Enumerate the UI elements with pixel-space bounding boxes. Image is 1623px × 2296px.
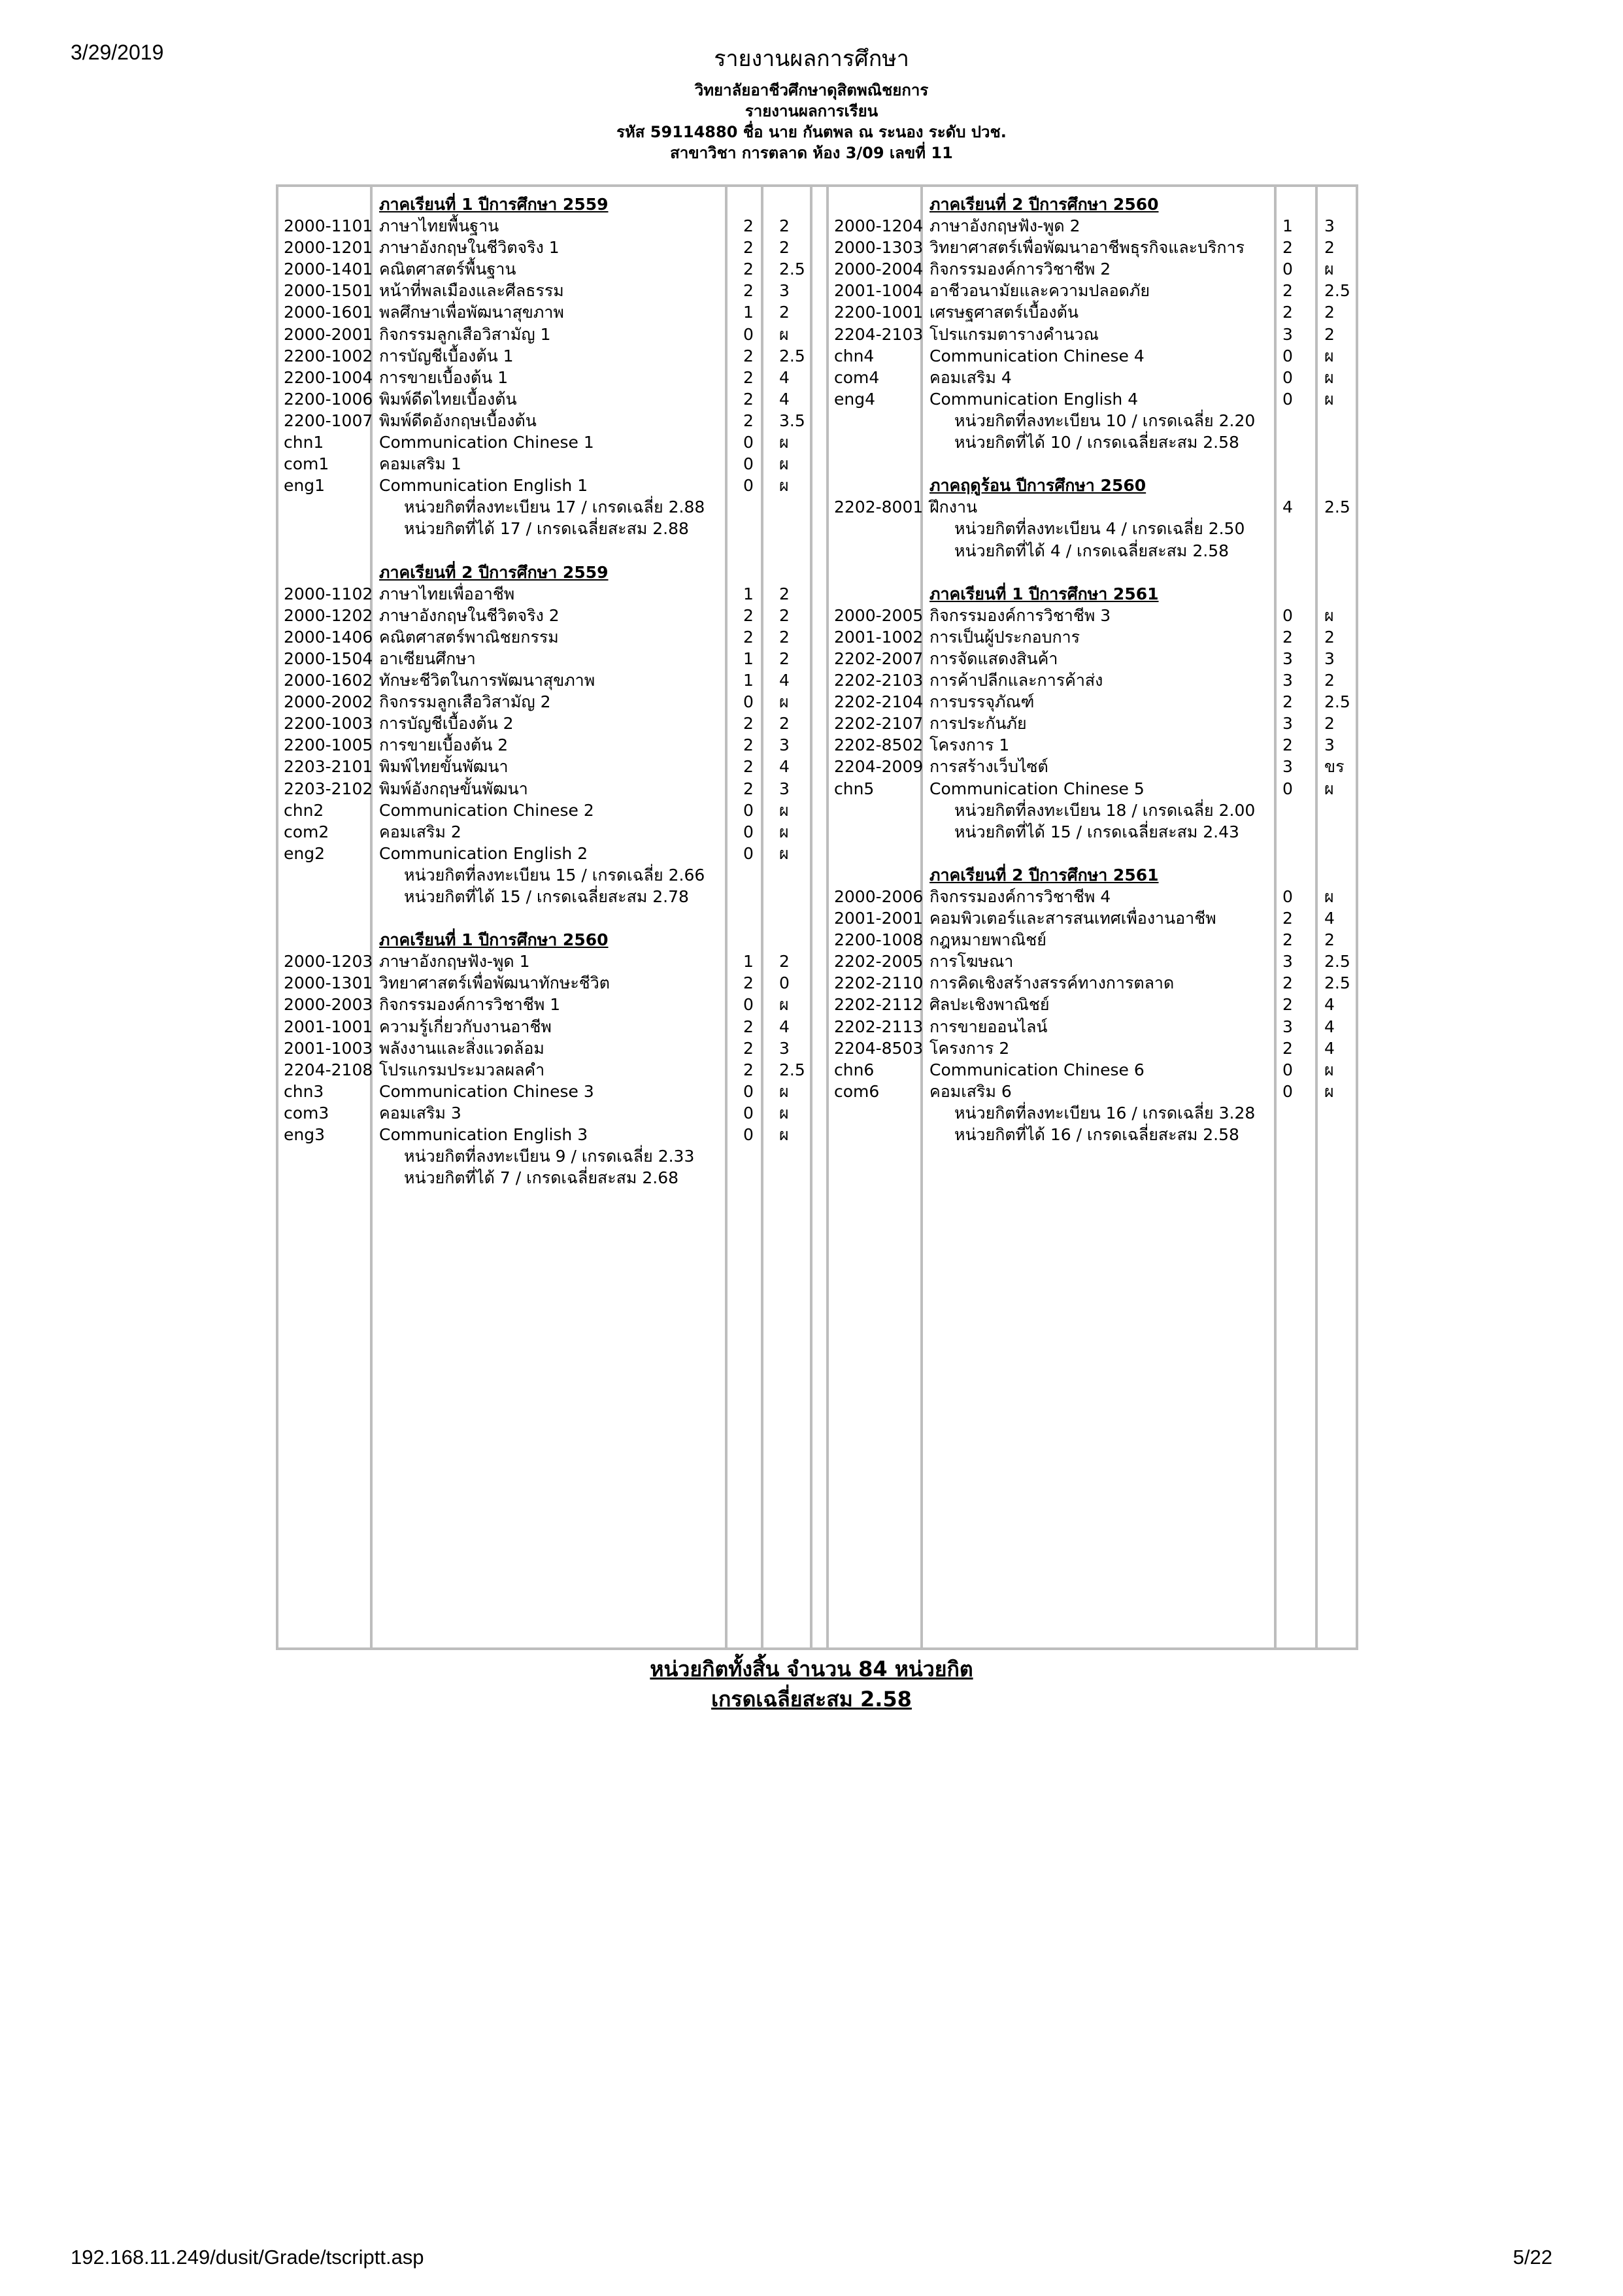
course-name: พิมพ์อังกฤษขั้นพัฒนา — [379, 779, 528, 798]
course-grade: 4 — [1324, 1038, 1335, 1058]
course-name: วิทยาศาสตร์เพื่อพัฒนาทักษะชีวิต — [379, 973, 611, 993]
course-code: chn1 — [284, 433, 324, 452]
course-grade: 2 — [779, 649, 790, 668]
course-credit: 2 — [743, 735, 754, 755]
course-code: 2200-1002 — [284, 346, 373, 365]
course-grade: 2 — [1324, 930, 1335, 950]
course-credit: 2 — [743, 411, 754, 430]
course-name: ภาษาอังกฤษฟัง-พูด 2 — [929, 216, 1080, 236]
course-grade: 2 — [779, 216, 790, 236]
course-code: 2200-1006 — [284, 389, 373, 409]
cumulative-gpa: เกรดเฉลี่ยสะสม 2.58 — [711, 1687, 912, 1712]
course-code: 2000-2002 — [284, 692, 373, 712]
course-code: eng2 — [284, 843, 326, 863]
course-grade: 4 — [779, 1017, 790, 1036]
course-name: Communication English 4 — [929, 389, 1139, 409]
course-credit: 2 — [1282, 735, 1293, 755]
report-header — [0, 80, 1623, 163]
course-name: การขายเบื้องต้น 2 — [379, 735, 509, 755]
course-grade: ผ — [779, 1081, 789, 1101]
term-summary: หน่วยกิตที่ได้ 10 / เกรดเฉลี่ยสะสม 2.58 — [954, 433, 1239, 452]
course-name: การบัญชีเบื้องต้น 1 — [379, 346, 514, 365]
term-summary: หน่วยกิตที่ลงทะเบียน 15 / เกรดเฉลี่ย 2.66 — [404, 865, 705, 885]
course-name: วิทยาศาสตร์เพื่อพัฒนาอาชีพธุรกิจและบริการ — [929, 238, 1245, 258]
total-credits: หน่วยกิตทั้งสิ้น จำนวน 84 หน่วยกิต — [650, 1657, 973, 1681]
course-name: โปรแกรมตารางคำนวณ — [929, 324, 1099, 344]
course-name: ฝึกงาน — [929, 498, 978, 517]
course-name: คณิตศาสตร์พื้นฐาน — [379, 260, 516, 279]
course-grade: 2.5 — [1324, 692, 1350, 712]
course-grade: ผ — [1324, 887, 1334, 906]
course-grade: 3 — [1324, 649, 1335, 668]
course-code: 2000-2006 — [834, 887, 924, 906]
course-grade: 4 — [779, 389, 790, 409]
course-name: Communication English 3 — [379, 1125, 588, 1145]
course-name: คอมเสริม 4 — [929, 367, 1012, 387]
course-grade: ผ — [779, 476, 789, 496]
course-grade: ผ — [779, 1103, 789, 1123]
course-code: 2000-1101 — [284, 216, 373, 236]
course-name: การค้าปลีกและการค้าส่ง — [929, 671, 1103, 690]
course-grade: 2.5 — [779, 346, 805, 365]
course-name: กิจกรรมองค์การวิชาชีพ 3 — [929, 605, 1111, 625]
course-name: โปรแกรมประมวลผลคำ — [379, 1060, 545, 1079]
course-credit: 2 — [1282, 930, 1293, 950]
course-credit: 2 — [743, 1060, 754, 1079]
course-grade: 2 — [779, 952, 790, 971]
course-code: 2204-8503 — [834, 1038, 924, 1058]
course-credit: 0 — [1282, 260, 1293, 279]
course-code: 2000-1202 — [284, 605, 373, 625]
course-name: คอมเสริม 2 — [379, 822, 461, 841]
course-credit: 0 — [743, 454, 754, 474]
course-credit: 2 — [1282, 281, 1293, 301]
course-name: กิจกรรมองค์การวิชาชีพ 4 — [929, 887, 1111, 906]
course-name: โครงการ 1 — [929, 735, 1010, 755]
term-heading: ภาคเรียนที่ 1 ปีการศึกษา 2561 — [929, 584, 1159, 603]
course-code: 2000-1602 — [284, 671, 373, 690]
course-code: 2001-2001 — [834, 909, 924, 928]
course-code: 2001-1003 — [284, 1038, 373, 1058]
course-credit: 0 — [743, 800, 754, 820]
course-credit: 1 — [743, 584, 754, 603]
course-code: 2202-8502 — [834, 735, 924, 755]
course-credit: 0 — [743, 692, 754, 712]
course-credit: 2 — [743, 779, 754, 798]
course-code: 2202-2110 — [834, 973, 924, 993]
course-credit: 0 — [743, 1081, 754, 1101]
course-code: chn3 — [284, 1081, 324, 1101]
course-code: 2202-2107 — [834, 714, 924, 734]
course-grade: ผ — [779, 800, 789, 820]
course-code: 2202-2112 — [834, 995, 924, 1015]
course-credit: 2 — [743, 216, 754, 236]
course-grade: 3 — [1324, 735, 1335, 755]
course-name: Communication Chinese 3 — [379, 1081, 594, 1101]
course-credit: 0 — [743, 1125, 754, 1145]
course-code: com6 — [834, 1081, 880, 1101]
course-credit: 0 — [743, 822, 754, 841]
course-grade: 4 — [1324, 909, 1335, 928]
course-grade: 3 — [779, 779, 790, 798]
course-name: กิจกรรมลูกเสือวิสามัญ 1 — [379, 324, 551, 344]
course-credit: 1 — [743, 671, 754, 690]
college-name: วิทยาลัยอาชีวศึกษาดุสิตพณิชยการ — [694, 81, 929, 99]
course-name: ภาษาอังกฤษในชีวิตจริง 2 — [379, 605, 560, 625]
course-code: 2000-1406 — [284, 627, 373, 647]
term-summary: หน่วยกิตที่ได้ 16 / เกรดเฉลี่ยสะสม 2.58 — [954, 1125, 1239, 1145]
course-name: พิมพ์ดีดไทยเบื้องต้น — [379, 389, 517, 409]
course-credit: 2 — [743, 1017, 754, 1036]
course-grade: ผ — [1324, 1060, 1334, 1079]
transcript-table — [276, 184, 1358, 1650]
course-grade: ขร — [1324, 757, 1345, 777]
course-credit: 2 — [743, 757, 754, 777]
term-summary: หน่วยกิตที่ได้ 15 / เกรดเฉลี่ยสะสม 2.78 — [404, 887, 689, 906]
course-name: กิจกรรมองค์การวิชาชีพ 1 — [379, 995, 561, 1015]
course-name: Communication English 1 — [379, 476, 588, 496]
course-code: com2 — [284, 822, 329, 841]
course-name: การขายออนไลน์ — [929, 1017, 1048, 1036]
term-summary: หน่วยกิตที่ลงทะเบียน 4 / เกรดเฉลี่ย 2.50 — [954, 519, 1245, 539]
course-name: ภาษาไทยเพื่ออาชีพ — [379, 584, 515, 603]
course-name: ภาษาไทยพื้นฐาน — [379, 216, 499, 236]
course-code: 2202-2007 — [834, 649, 924, 668]
course-name: ภาษาอังกฤษฟัง-พูด 1 — [379, 952, 530, 971]
course-credit: 2 — [743, 1038, 754, 1058]
course-name: ศิลปะเชิงพาณิชย์ — [929, 995, 1050, 1015]
course-credit: 0 — [1282, 605, 1293, 625]
course-name: อาชีวอนามัยและความปลอดภัย — [929, 281, 1150, 301]
course-credit: 3 — [1282, 649, 1293, 668]
course-code: 2203-2101 — [284, 757, 373, 777]
course-code: 2001-1002 — [834, 627, 924, 647]
course-code: 2200-1004 — [284, 367, 373, 387]
course-credit: 2 — [1282, 627, 1293, 647]
course-grade: 2 — [1324, 671, 1335, 690]
course-code: com4 — [834, 367, 880, 387]
term-summary: หน่วยกิตที่ลงทะเบียน 9 / เกรดเฉลี่ย 2.33 — [404, 1147, 695, 1166]
course-credit: 2 — [1282, 995, 1293, 1015]
term-heading: ภาคเรียนที่ 2 ปีการศึกษา 2560 — [929, 195, 1159, 214]
course-code: 2000-2004 — [834, 260, 924, 279]
course-credit: 0 — [1282, 779, 1293, 798]
course-name: Communication Chinese 1 — [379, 433, 594, 452]
course-credit: 0 — [743, 324, 754, 344]
course-code: 2001-1001 — [284, 1017, 373, 1036]
course-credit: 2 — [743, 260, 754, 279]
course-grade: 4 — [779, 757, 790, 777]
course-grade: ผ — [1324, 1081, 1334, 1101]
course-grade: ผ — [779, 843, 789, 863]
course-grade: 2 — [1324, 324, 1335, 344]
course-grade: 4 — [779, 367, 790, 387]
course-grade: 3.5 — [779, 411, 805, 430]
course-code: 2200-1005 — [284, 735, 373, 755]
course-grade: 2.5 — [1324, 952, 1350, 971]
course-credit: 2 — [743, 367, 754, 387]
term-heading: ภาคเรียนที่ 1 ปีการศึกษา 2559 — [379, 195, 609, 214]
course-code: chn2 — [284, 800, 324, 820]
course-grade: 2 — [779, 605, 790, 625]
course-grade: ผ — [1324, 367, 1334, 387]
course-grade: 4 — [1324, 995, 1335, 1015]
course-name: Communication Chinese 5 — [929, 779, 1145, 798]
program-line: สาขาวิชา การตลาด ห้อง 3/09 เลขที่ 11 — [670, 144, 953, 162]
course-grade: 2 — [779, 238, 790, 258]
course-credit: 2 — [1282, 303, 1293, 322]
course-grade: 2.5 — [1324, 498, 1350, 517]
course-code: chn4 — [834, 346, 875, 365]
course-code: 2200-1001 — [834, 303, 924, 322]
course-credit: 2 — [1282, 909, 1293, 928]
course-name: Communication Chinese 6 — [929, 1060, 1145, 1079]
course-grade: 2 — [779, 303, 790, 322]
course-name: Communication Chinese 4 — [929, 346, 1145, 365]
course-code: 2202-2103 — [834, 671, 924, 690]
course-name: ภาษาอังกฤษในชีวิตจริง 1 — [379, 238, 560, 258]
course-name: การคิดเชิงสร้างสรรค์ทางการตลาด — [929, 973, 1175, 993]
course-code: 2202-2104 — [834, 692, 924, 712]
course-name: เศรษฐศาสตร์เบื้องต้น — [929, 303, 1079, 322]
course-code: 2204-2108 — [284, 1060, 373, 1079]
course-credit: 0 — [1282, 1060, 1293, 1079]
course-name: Communication Chinese 2 — [379, 800, 594, 820]
course-name: พลศึกษาเพื่อพัฒนาสุขภาพ — [379, 303, 564, 322]
course-grade: 2 — [1324, 303, 1335, 322]
course-credit: 1 — [743, 649, 754, 668]
print-date: 3/29/2019 — [71, 41, 164, 64]
course-code: eng1 — [284, 476, 326, 496]
term-summary: หน่วยกิตที่ลงทะเบียน 18 / เกรดเฉลี่ย 2.00 — [954, 800, 1256, 820]
course-name: การบัญชีเบื้องต้น 2 — [379, 714, 514, 734]
course-grade: ผ — [779, 433, 789, 452]
course-credit: 0 — [1282, 367, 1293, 387]
course-credit: 3 — [1282, 671, 1293, 690]
course-credit: 0 — [743, 995, 754, 1015]
course-name: การโฆษณา — [929, 952, 1014, 971]
course-code: 2200-1008 — [834, 930, 924, 950]
course-code: 2203-2102 — [284, 779, 373, 798]
course-name: การบรรจุภัณฑ์ — [929, 692, 1035, 712]
transcript-totals — [0, 1654, 1623, 1714]
course-credit: 0 — [1282, 346, 1293, 365]
page-title: รายงานผลการศึกษา — [714, 46, 909, 71]
column-divider — [1315, 187, 1318, 1647]
course-grade: ผ — [1324, 779, 1334, 798]
course-grade: 2.5 — [779, 1060, 805, 1079]
course-grade: ผ — [779, 1125, 789, 1145]
course-grade: 4 — [779, 671, 790, 690]
course-code: 2000-2003 — [284, 995, 373, 1015]
course-credit: 0 — [1282, 1081, 1293, 1101]
course-grade: ผ — [779, 822, 789, 841]
course-credit: 2 — [743, 627, 754, 647]
course-code: 2200-1003 — [284, 714, 373, 734]
course-name: การขายเบื้องต้น 1 — [379, 367, 509, 387]
course-grade: 2 — [1324, 627, 1335, 647]
course-code: 2202-8001 — [834, 498, 924, 517]
course-grade: 2 — [779, 714, 790, 734]
student-line: รหัส 59114880 ชื่อ นาย กันตพล ณ ระนอง ระดับ ปวช. — [616, 123, 1007, 141]
course-name: คอมพิวเตอร์และสารสนเทศเพื่องานอาชีพ — [929, 909, 1216, 928]
course-code: 2000-1501 — [284, 281, 373, 301]
term-heading: ภาคฤดูร้อน ปีการศึกษา 2560 — [929, 476, 1146, 496]
course-grade: 2.5 — [1324, 973, 1350, 993]
course-grade: 2 — [779, 584, 790, 603]
term-summary: หน่วยกิตที่ลงทะเบียน 17 / เกรดเฉลี่ย 2.88 — [404, 498, 705, 517]
course-grade: 2 — [779, 627, 790, 647]
course-name: คอมเสริม 1 — [379, 454, 461, 474]
course-grade: 2.5 — [1324, 281, 1350, 301]
term-heading: ภาคเรียนที่ 2 ปีการศึกษา 2561 — [929, 865, 1159, 885]
course-name: การประกันภัย — [929, 714, 1027, 734]
course-code: 2000-1203 — [284, 952, 373, 971]
course-name: อาเซียนศึกษา — [379, 649, 476, 668]
course-grade: ผ — [779, 995, 789, 1015]
course-code: 2000-1301 — [284, 973, 373, 993]
course-name: พิมพ์ไทยขั้นพัฒนา — [379, 757, 509, 777]
course-credit: 2 — [743, 238, 754, 258]
term-heading: ภาคเรียนที่ 2 ปีการศึกษา 2559 — [379, 562, 609, 582]
course-credit: 2 — [743, 346, 754, 365]
course-credit: 4 — [1282, 498, 1293, 517]
course-credit: 0 — [743, 843, 754, 863]
course-grade: 3 — [779, 735, 790, 755]
column-divider — [725, 187, 728, 1647]
course-grade: 3 — [1324, 216, 1335, 236]
course-code: 2000-1504 — [284, 649, 373, 668]
course-code: 2001-1004 — [834, 281, 924, 301]
course-grade: ผ — [1324, 260, 1334, 279]
course-credit: 3 — [1282, 324, 1293, 344]
course-code: com1 — [284, 454, 329, 474]
term-summary: หน่วยกิตที่ได้ 4 / เกรดเฉลี่ยสะสม 2.58 — [954, 541, 1230, 560]
course-name: การเป็นผู้ประกอบการ — [929, 627, 1080, 647]
course-credit: 0 — [743, 476, 754, 496]
course-name: คณิตศาสตร์พาณิชยกรรม — [379, 627, 559, 647]
course-code: 2204-2103 — [834, 324, 924, 344]
course-credit: 3 — [1282, 952, 1293, 971]
course-code: 2202-2113 — [834, 1017, 924, 1036]
course-credit: 0 — [1282, 389, 1293, 409]
term-summary: หน่วยกิตที่ได้ 7 / เกรดเฉลี่ยสะสม 2.68 — [404, 1168, 679, 1188]
course-credit: 2 — [1282, 1038, 1293, 1058]
course-name: โครงการ 2 — [929, 1038, 1010, 1058]
course-credit: 2 — [1282, 692, 1293, 712]
course-credit: 2 — [743, 714, 754, 734]
column-divider — [826, 187, 829, 1647]
course-name: กฎหมายพาณิชย์ — [929, 930, 1046, 950]
course-credit: 2 — [743, 389, 754, 409]
course-credit: 0 — [1282, 887, 1293, 906]
term-summary: หน่วยกิตที่ลงทะเบียน 10 / เกรดเฉลี่ย 2.20 — [954, 411, 1256, 430]
course-code: 2200-1007 — [284, 411, 373, 430]
course-name: พลังงานและสิ่งแวดล้อม — [379, 1038, 544, 1058]
course-grade: ผ — [1324, 346, 1334, 365]
course-code: 2000-2001 — [284, 324, 373, 344]
term-heading: ภาคเรียนที่ 1 ปีการศึกษา 2560 — [379, 930, 609, 950]
course-grade: ผ — [779, 692, 789, 712]
course-code: 2000-2005 — [834, 605, 924, 625]
course-code: chn6 — [834, 1060, 875, 1079]
course-grade: ผ — [1324, 605, 1334, 625]
course-grade: 2 — [1324, 238, 1335, 258]
column-divider — [810, 187, 812, 1647]
course-grade: 4 — [1324, 1017, 1335, 1036]
page-url: 192.168.11.249/dusit/Grade/tscriptt.asp — [71, 2246, 424, 2269]
course-name: คอมเสริม 3 — [379, 1103, 461, 1123]
term-summary: หน่วยกิตที่ได้ 15 / เกรดเฉลี่ยสะสม 2.43 — [954, 822, 1239, 841]
course-name: การจัดแสดงสินค้า — [929, 649, 1058, 668]
course-credit: 1 — [1282, 216, 1293, 236]
term-summary: หน่วยกิตที่ลงทะเบียน 16 / เกรดเฉลี่ย 3.28 — [954, 1103, 1256, 1123]
course-credit: 2 — [1282, 973, 1293, 993]
course-credit: 0 — [743, 1103, 754, 1123]
course-name: พิมพ์ดีดอังกฤษเบื้องต้น — [379, 411, 537, 430]
course-grade: 3 — [779, 281, 790, 301]
course-code: 2000-1102 — [284, 584, 373, 603]
course-credit: 1 — [743, 303, 754, 322]
course-name: หน้าที่พลเมืองและศีลธรรม — [379, 281, 564, 301]
course-name: คอมเสริม 6 — [929, 1081, 1012, 1101]
course-code: 2000-1204 — [834, 216, 924, 236]
course-grade: ผ — [1324, 389, 1334, 409]
page-number: 5/22 — [1513, 2246, 1552, 2269]
term-summary: หน่วยกิตที่ได้ 17 / เกรดเฉลี่ยสะสม 2.88 — [404, 519, 689, 539]
course-grade: 3 — [779, 1038, 790, 1058]
column-divider — [1274, 187, 1277, 1647]
course-code: 2202-2005 — [834, 952, 924, 971]
course-credit: 2 — [1282, 238, 1293, 258]
course-code: 2000-1303 — [834, 238, 924, 258]
course-credit: 2 — [743, 605, 754, 625]
report-name: รายงานผลการเรียน — [745, 102, 878, 120]
course-name: การสร้างเว็บไซต์ — [929, 757, 1048, 777]
course-code: eng3 — [284, 1125, 326, 1145]
course-credit: 2 — [743, 973, 754, 993]
course-code: 2204-2009 — [834, 757, 924, 777]
course-credit: 3 — [1282, 714, 1293, 734]
course-name: ความรู้เกี่ยวกับงานอาชีพ — [379, 1017, 552, 1036]
course-name: Communication English 2 — [379, 843, 588, 863]
course-grade: ผ — [779, 454, 789, 474]
column-divider — [761, 187, 763, 1647]
course-code: com3 — [284, 1103, 329, 1123]
course-credit: 3 — [1282, 757, 1293, 777]
course-credit: 3 — [1282, 1017, 1293, 1036]
course-grade: 0 — [779, 973, 790, 993]
course-name: กิจกรรมองค์การวิชาชีพ 2 — [929, 260, 1111, 279]
course-credit: 0 — [743, 433, 754, 452]
course-code: 2000-1601 — [284, 303, 373, 322]
course-grade: 2.5 — [779, 260, 805, 279]
course-code: 2000-1201 — [284, 238, 373, 258]
course-grade: ผ — [779, 324, 789, 344]
course-credit: 1 — [743, 952, 754, 971]
course-name: ทักษะชีวิตในการพัฒนาสุขภาพ — [379, 671, 595, 690]
course-code: chn5 — [834, 779, 875, 798]
course-code: eng4 — [834, 389, 876, 409]
course-code: 2000-1401 — [284, 260, 373, 279]
course-name: กิจกรรมลูกเสือวิสามัญ 2 — [379, 692, 551, 712]
course-grade: 2 — [1324, 714, 1335, 734]
course-credit: 2 — [743, 281, 754, 301]
